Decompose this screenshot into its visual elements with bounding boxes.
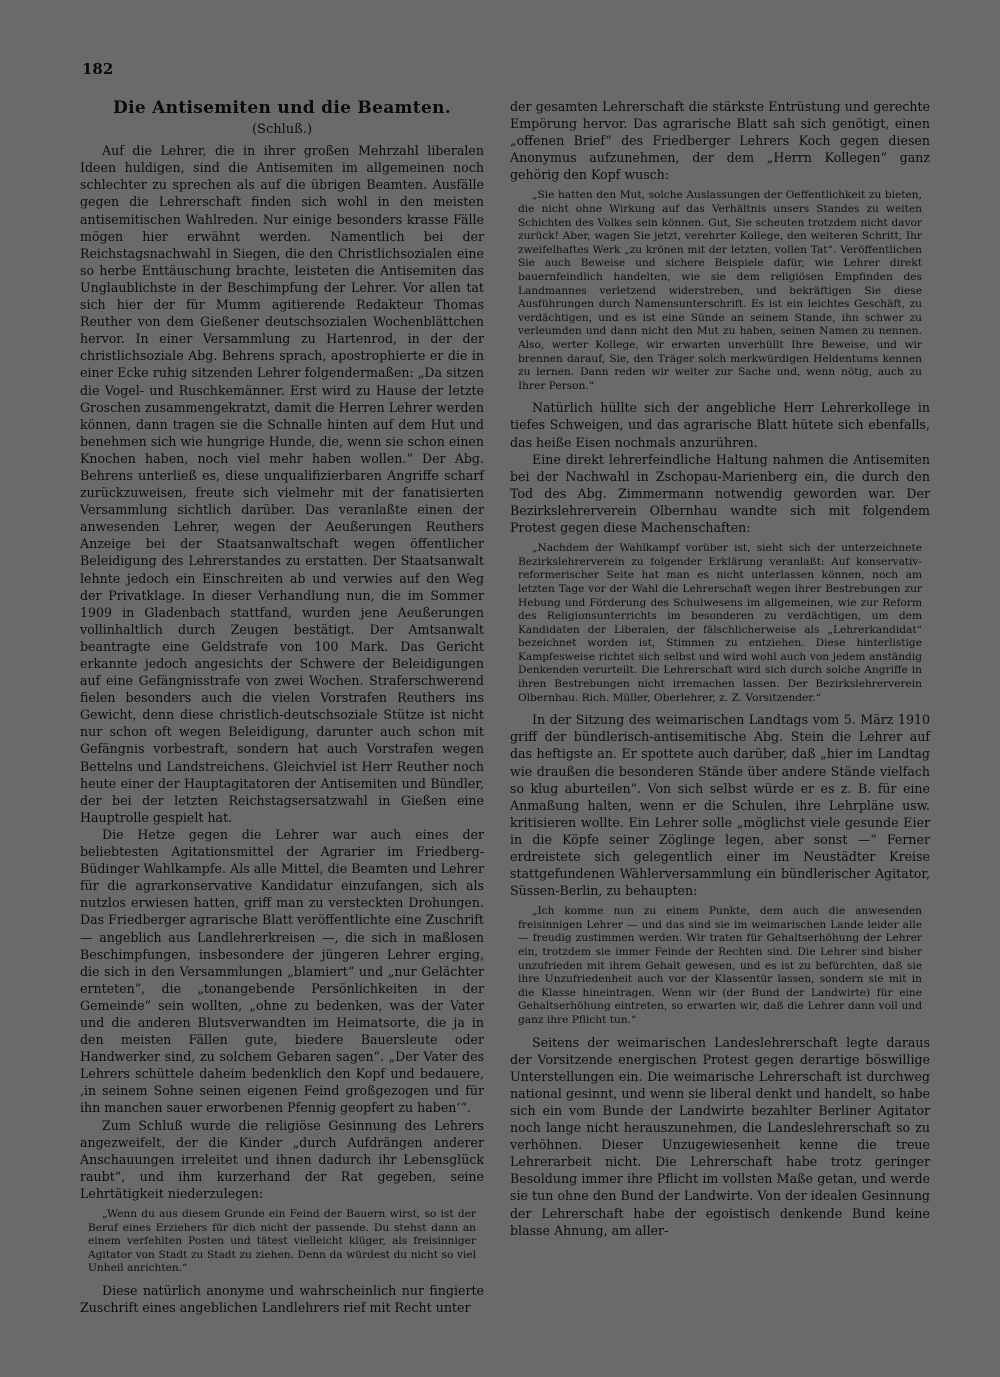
paragraph: Natürlich hüllte sich der angebliche Herr Lehrerkollege in tiefes Schweigen, und das agrarische Blatt hütete sich ebenfalls, das heiße Eisen nochmals anzurühren. <box>510 400 930 450</box>
right-column <box>510 98 930 1239</box>
paragraph: Eine direkt lehrerfeindliche Haltung nahmen die Antisemiten bei der Nachwahl in Zschopau-Marienberg ein, die durch den Tod des Abg. Zimmermann notwendig geworden war. Der Bezirkslehrerverein Olbernhau wandte sich mit folgendem Protest gegen diese Machenschaften: <box>510 451 930 536</box>
page-number: 182 <box>82 60 114 78</box>
left-column <box>80 98 484 1316</box>
paragraph: In der Sitzung des weimarischen Landtags vom 5. März 1910 griff der bündlerisch-antisemitische Abg. Stein die Lehrer auf das heftigste an. Er spottete auch darüber, daß „hier im Landtag wie draußen die besonderen Stände über andere Stände vielfach so klug aburteilen“. Von sich selbst würde er es z. B. für eine Anmaßung halten, wenn er die Schulen, ihre Lehrpläne usw. kritisieren wollte. Ein Lehrer solle „möglichst viele gesunde Eier in die Köpfe seiner Zöglinge legen, aber sonst —“ Ferner erdreistete sich gelegentlich einer im Neustädter Kreise stattgefundenen Wählerversammlung ein bündlerischer Agitator, Süssen-Berlin, zu behaupten: <box>510 712 930 899</box>
paragraph: Seitens der weimarischen Landeslehrerschaft legte daraus der Vorsitzende energischen Protest gegen derartige böswillige Unterstellungen ein. Die weimarische Lehrerschaft ist durchweg national gesinnt, und wenn sie liberal denkt und handelt, so habe sich ein vom Bunde der Landwirte bezahlter Berliner Agitator noch lange nicht herauszunehmen, die Landeslehrerschaft so zu verhöhnen. Dieser Unzugewiesenheit kenne die treue Lehrerarbeit nicht. Die Lehrerschaft habe trotz geringer Besoldung immer ihre Pflicht im vollsten Maße getan, und werde sie tun ohne den Bund der Landwirte. Von der idealen Gesinnung der Lehrerschaft habe der egoistisch denkende Bund keine blasse Ahnung, am aller- <box>510 1034 930 1238</box>
paragraph: Auf die Lehrer, die in ihrer großen Mehrzahl liberalen Ideen huldigen, sind die Antisemiten im allgemeinen noch schlechter zu sprechen als auf die übrigen Beamten. Ausfälle gegen die Lehrerschaft finden sich wohl in den meisten antisemitischen Wahlreden. Nur einige besonders krasse Fälle mögen hier erwähnt werden. Namentlich bei der Reichstagsnachwahl in Siegen, die den Christlichsozialen eine so herbe Enttäuschung brachte, leisteten die Antisemiten das Unglaublichste in der Beschimpfung der Lehrer. Vor allen tat sich hier der für Mumm agitierende Redakteur Thomas Reuther von dem Gießener deutschsozialen Wochenblättchen hervor. In einer Versammlung zu Hartenrod, in der der christlichsoziale Abg. Behrens sprach, apostrophierte er die in einer Ecke ruhig sitzenden Lehrer folgendermaßen: „Da sitzen die Vogel- und Ruschkemänner. Erst wird zu Hause der letzte Groschen zusammengekratzt, damit die Herren Lehrer werden können, dann tragen sie die Schnalle hinten auf dem Hut und benehmen sich wie hungrige Hunde, die, wenn sie schon einen Knochen haben, noch viel mehr haben wollen.“ Der Abg. Behrens unterließ es, diese unqualifizierbaren Angriffe scharf zurückzuweisen, freute sich vielmehr mit der fanatisierten Versammlung sichtlich darüber. Das veranlaßte einen der anwesenden Lehrer, wegen der Aeußerungen Reuthers Anzeige bei der Staatsanwaltschaft wegen öffentlicher Beleidigung des Lehrerstandes zu erstatten. Der Staatsanwalt lehnte jedoch ein Einschreiten ab und verwies auf den Weg der Privatklage. In dieser Verhandlung nun, die im Sommer 1909 in Gladenbach stattfand, wurden jene Aeußerungen vollinhaltlich durch Zeugen bestätigt. Der Amtsanwalt beantragte eine Geldstrafe von 100 Mark. Das Gericht erkannte jedoch angesichts der Schwere der Beleidigungen auf eine Gefängnisstrafe von zwei Wochen. Straferschwerend fielen besonders auch die vielen Vorstrafen Reuthers ins Gewicht, denn diese christlich-deutschsoziale Stütze ist nicht nur schon oft wegen Beleidigung, darunter auch schon mit Gefängnis vorbestraft, sondern hat auch Vorstrafen wegen Bettelns und Landstreichens. Gleichviel ist Herr Reuther noch heute einer der Hauptagitatoren der Antisemiten und Bündler, der bei der letzten Reichstagsersatzwahl in Gießen eine Hauptrolle gespielt hat. <box>80 143 484 825</box>
quote-block: „Nachdem der Wahlkampf vorüber ist, sieht sich der unterzeichnete Bezirkslehrerverein zu folgender Erklärung veranlaßt: Auf konservativ-reformerischer Seite hat man es nicht unterlassen können, noch am letzten Tage vor der Wahl die Lehrerschaft wegen ihrer Bestrebungen zur Hebung und Förderung des Schulwesens im allgemeinen, wie zur Reform des Religionsunterrichts im besonderen zu verdächtigen, um dem Kandidaten der Liberalen, der fälschlicherweise als „Lehrerkandidat“ bezeichnet worden ist, Stimmen zu entziehen. Diese hinterlistige Kampfesweise richtet sich selbst und wird wohl auch von jedem anständig Denkenden verurteilt. Die Lehrerschaft wird sich durch solche Angriffe in ihren Bestrebungen nicht irremachen lassen. Der Bezirkslehrerverein Olbernhau. Rich. Müller, Oberlehrer, z. Z. Vorsitzender.“ <box>518 542 922 704</box>
article-subtitle: (Schluß.) <box>251 122 313 138</box>
paragraph: Zum Schluß wurde die religiöse Gesinnung des Lehrers angezweifelt, der die Kinder „durch Aufdrängen anderer Anschauungen irreleitet und ihnen dadurch ihr Lebensglück raubt“, und ihm kurzerhand der Rat gegeben, seine Lehrtätigkeit niederzulegen: <box>80 1117 484 1201</box>
quote-block: „Wenn du aus diesem Grunde ein Feind der Bauern wirst, so ist der Beruf eines Erziehers für dich nicht der passende. Du stehst dann an einem verfehlten Posten und tätest vielleicht klüger, als freisinniger Agitator von Stadt zu Stadt zu ziehen. Denn da würdest du nicht so viel Unheil anrichten.“ <box>88 1208 476 1275</box>
article-title: Die Antisemiten und die Beamten. <box>113 98 451 118</box>
paragraph: der gesamten Lehrerschaft die stärkste Entrüstung und gerechte Empörung hervor. Das agrarische Blatt sah sich genötigt, einen „offenen Brief“ des Friedberger Lehrers Koch gegen diesen Anonymus aufzunehmen, der dem „Herrn Kollegen“ ganz gehörig den Kopf wusch: <box>510 99 930 183</box>
quote-block: „Ich komme nun zu einem Punkte, dem auch die anwesenden freisinnigen Lehrer — und das sind sie im weimarischen Lande leider alle — freudig zustimmen werden. Wir traten für Gehaltserhöhung der Lehrer ein, trotzdem sie immer Feinde der Rechten sind. Die Lehrer sind bisher unzufrieden mit ihrem Gehalt gewesen, und es ist zu befürchten, daß sie ihre Unzufriedenheit auch vor der Klassentür lassen, sondern sie mit in die Klasse hineintragen. Wenn wir (der Bund der Landwirte) für eine Gehaltserhöhung eintreten, so erwarten wir, daß die Lehrer dann voll und ganz ihre Pflicht tun.“ <box>518 905 922 1027</box>
paragraph: Die Hetze gegen die Lehrer war auch eines der beliebtesten Agitationsmittel der Agrarier im Friedberg-Büdinger Wahlkampfe. Als alle Mittel, die Beamten und Lehrer für die agrarkonservative Kandidatur einzufangen, sich als nutzlos erwiesen hatten, griff man zu versteckten Drohungen. Das Friedberger agrarische Blatt veröffentlichte eine Zuschrift — angeblich aus Landlehrerkreisen —, die sich in maßlosen Beschimpfungen, insbesondere der jüngeren Lehrer erging, die sich in den Versammlungen „blamiert“ und „nur Gelächter ernteten“, die „tonangebende Persönlichkeiten in der Gemeinde“ sein wollten, „ohne zu bedenken, was der Vater und die anderen Blutsverwandten im Heimatsorte, die ja in den meisten Fällen gute, biedere Bauersleute oder Handwerker sind, zu solchem Gebaren sagen“. „Der Vater des Lehrers schüttele daheim bedenklich den Kopf und bedauere, ‚in seinem Sohne seinen eigenen Feind großgezogen und für ihn manchen sauer erworbenen Pfennig geopfert zu haben‘“. <box>80 826 484 1116</box>
paragraph: Diese natürlich anonyme und wahrscheinlich nur fingierte Zuschrift eines angeblichen Landlehrers rief mit Recht unter <box>80 1282 484 1316</box>
quote-block: „Sie hatten den Mut, solche Auslassungen der Oeffentlichkeit zu bieten, die nicht ohne Wirkung auf das Verhältnis unsers Standes zu weiten Schichten des Volkes sein können. Gut, Sie scheuten trotzdem nicht davor zurück! Aber, wagen Sie jetzt, verehrter Kollege, den weiteren Schritt, Ihr zweifelhaftes Werk „zu krönen mit der letzten, vollen Tat“. Veröffentlichen Sie auch Beweise und sichere Beispiele dafür, wie Lehrer direkt bauernfeindlich handelten, wie sie dem religiösen Empfinden des Landmannes verletzend widerstreben, und bekräftigen Sie diese Ausführungen durch Namensunterschrift. Es ist ein leichtes Geschäft, zu verdächtigen, und es ist eine Sünde an seinem Stande, ihn schwer zu verleumden und dann nicht den Mut zu haben, seinen Namen zu nennen. Also, werter Kollege, wir erwarten unverhüllt Ihre Beweise, und wir brennen darauf, Sie, den Träger solch merkwürdigen Heldentums kennen zu lernen. Dann reden wir weiter zur Sache und, wenn nötig, auch zu Ihrer Person.“ <box>518 189 922 392</box>
